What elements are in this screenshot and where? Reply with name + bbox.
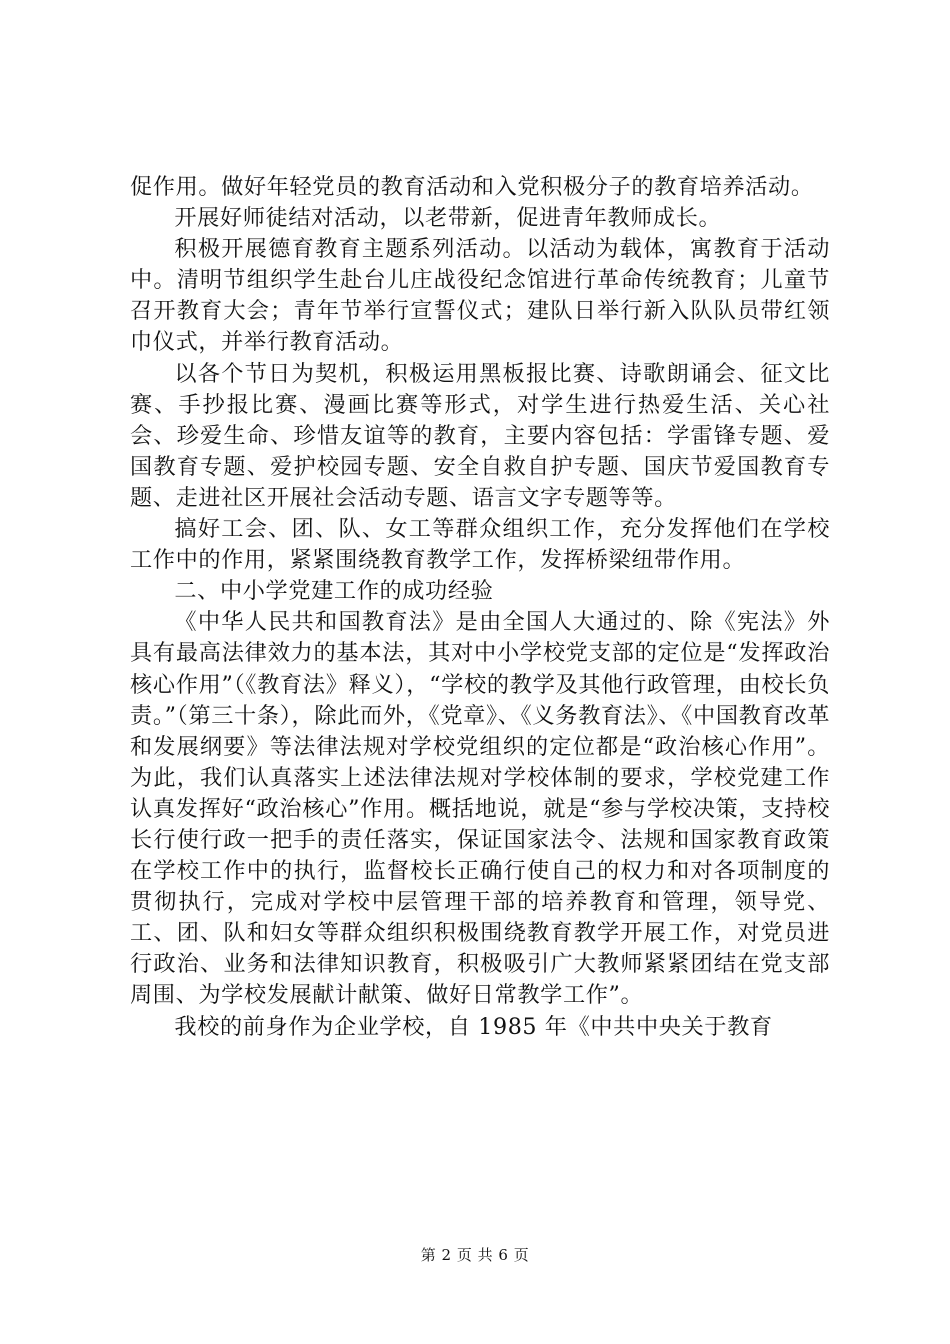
paragraph-education-law: 《中华人民共和国教育法》是由全国人大通过的、除《宪法》外具有最高法律效力的基本法，其对中小学校党支部的定位是“发挥政治核心作用”（《教育法》释义），“学校的教学及其他行政管理，由校长负责。”（第三十条），除此而外，《党章》、《义务教育法》、《中国教育改革和发展纲要》等法律法规对学校党组织的定位都是“政治核心作用”。为此，我们认真落实上述法律法规对学校体制的要求，学校党建工作认真发挥好“政治核心”作用。概括地说，就是“参与学校决策，支持校长行使行政一把手的责任落实，保证国家法令、法规和国家教育政策在学校工作中的执行，监督校长正确行使自己的权力和对各项制度的贯彻执行，完成对学校中层管理干部的培养教育和管理，领导党、工、团、队和妇女等群众组织积极围绕教育教学开展工作，对党员进行政治、业务和法律知识教育，积极吸引广大教师紧紧团结在党支部周围、为学校发展献计献策、做好日常教学工作”。 [130,609,830,1009]
paragraph-school-history: 我校的前身作为企业学校，自 1985 年《中共中央关于教育 [174,1013,773,1040]
paragraph-moral-education: 积极开展德育教育主题系列活动。以活动为载体，寓教育于活动中。清明节组织学生赴台儿庄战役纪念馆进行革命传统教育；儿童节召开教育大会；青年节举行宣誓仪式；建队日举行新入队队员带红领巾仪式，并举行教育活动。 [130,236,830,356]
page-number-footer: 第 2 页 共 6 页 [420,1246,530,1264]
paragraph-mass-organizations: 搞好工会、团、队、女工等群众组织工作，充分发挥他们在学校工作中的作用，紧紧围绕教育教学工作，发挥桥梁纽带作用。 [130,516,830,574]
paragraph-mentoring: 开展好师徒结对活动，以老带新，促进青年教师成长。 [174,205,722,232]
document-body [130,172,830,1043]
paragraph-continuation: 促作用。做好年轻党员的教育活动和入党积极分子的教育培养活动。 [130,174,814,200]
paragraph-festival-activities: 以各个节日为契机，积极运用黑板报比赛、诗歌朗诵会、征文比赛、手抄报比赛、漫画比赛等形式，对学生进行热爱生活、关心社会、珍爱生命、珍惜友谊等的教育，主要内容包括：学雷锋专题、爱国教育专题、爱护校园专题、安全自救自护专题、国庆节爱国教育专题、走进社区开展社会活动专题、语言文字专题等等。 [130,360,830,511]
section-heading: 二、中小学党建工作的成功经验 [174,578,494,605]
